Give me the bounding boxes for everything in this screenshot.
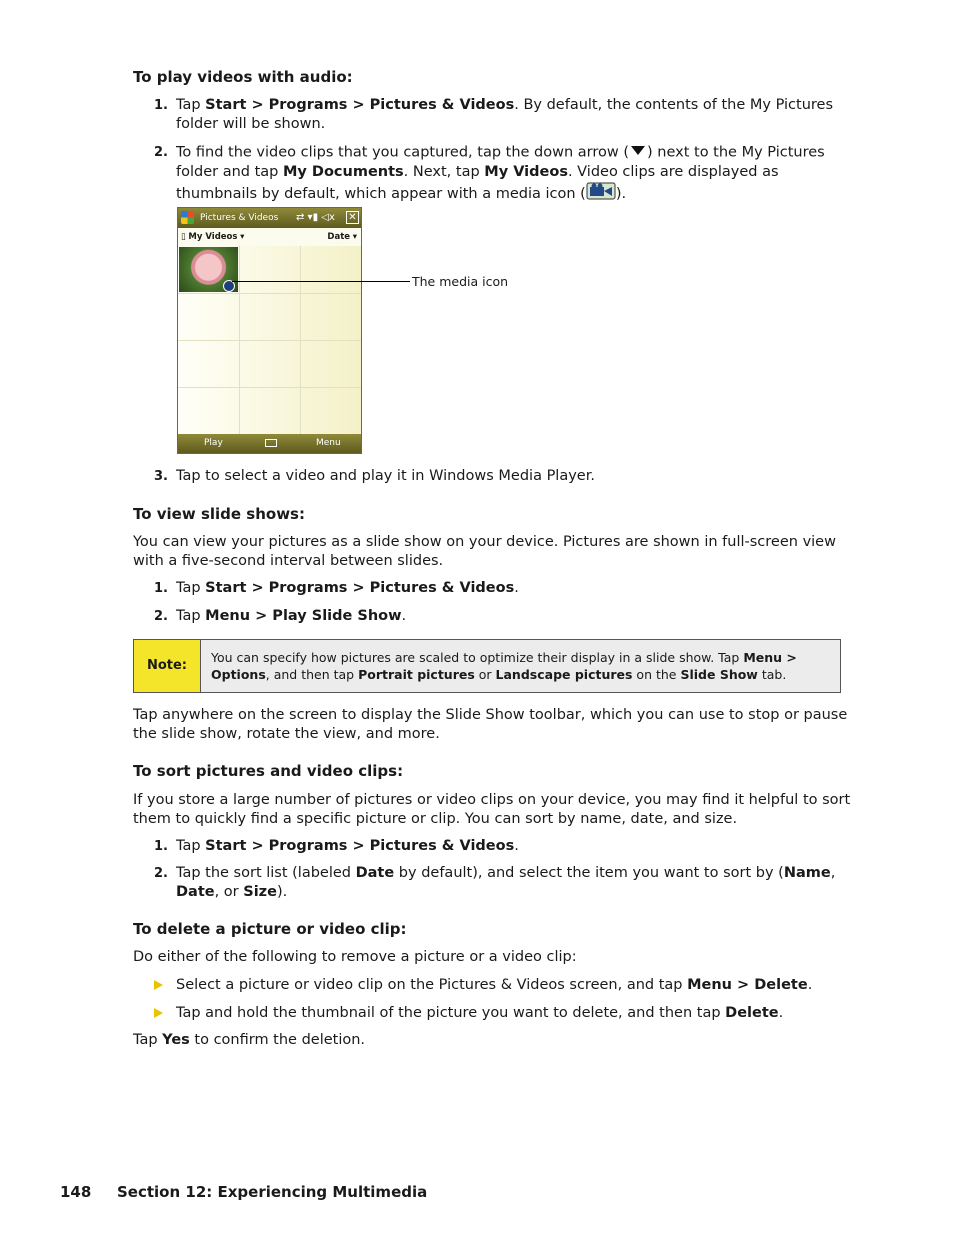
step-number: 1.	[154, 581, 168, 596]
note-box	[133, 639, 841, 693]
bullet-text: Tap and hold the thumbnail of the picture you want to delete, and then tap Delete.	[176, 1005, 784, 1021]
page-number: 148	[60, 1183, 92, 1201]
bullet-arrow-icon	[154, 980, 163, 990]
step-number: 3.	[154, 469, 168, 484]
sort-intro: If you store a large number of pictures or video clips on your device, you may find it helpful to sort them to quickly find a specific picture or clip. You can sort by name, date, and size.	[133, 792, 851, 827]
play-softkey: Play	[204, 438, 223, 448]
note-text: You can specify how pictures are scaled to optimize their display in a slide show. Tap Menu > Options, and then tap Portrait pictures or Landscape pictures on the Slide Show tab.	[211, 650, 797, 682]
note-label: Note:	[134, 640, 201, 692]
step-text: Tap the sort list (labeled Date by default), and select the item you want to sort by (Name, Date, or Size).	[176, 865, 836, 900]
menu-softkey: Menu	[316, 438, 341, 448]
heading-delete: To delete a picture or video clip:	[133, 920, 407, 938]
folder-dropdown: ▯ My Videos ▾	[181, 232, 245, 242]
heading-slide-shows: To view slide shows:	[133, 505, 305, 523]
device-screenshot	[177, 207, 362, 454]
callout-label: The media icon	[412, 274, 509, 289]
keyboard-icon	[265, 439, 277, 447]
softkey-bar	[178, 434, 361, 453]
bullet-arrow-icon	[154, 1008, 163, 1018]
sort-dropdown: Date ▾	[327, 232, 357, 242]
step-text: Tap Menu > Play Slide Show.	[176, 608, 407, 624]
folder-icon: ▯	[181, 232, 189, 242]
step-text: Tap to select a video and play it in Windows Media Player.	[176, 468, 595, 484]
step-text: Tap Start > Programs > Pictures & Videos.	[176, 580, 519, 596]
heading-sort: To sort pictures and video clips:	[133, 762, 404, 780]
folder-bar	[178, 228, 361, 247]
delete-intro: Do either of the following to remove a picture or a video clip:	[133, 949, 577, 965]
thumbnail-grid	[178, 246, 361, 435]
device-title: Pictures & Videos	[200, 213, 279, 223]
down-arrow-icon	[629, 143, 647, 162]
media-icon	[586, 182, 616, 206]
step-text: Tap Start > Programs > Pictures & Videos. By default, the contents of the My Pictures folder will be shown.	[176, 97, 834, 132]
section-title: Section 12: Experiencing Multimedia	[117, 1183, 428, 1201]
slide-show-intro: You can view your pictures as a slide show on your device. Pictures are shown in full-screen view with a five-second interval between slides.	[133, 534, 836, 569]
device-title-bar	[178, 208, 361, 228]
bullet-text: Select a picture or video clip on the Pictures & Videos screen, and tap Menu > Delete.	[176, 977, 813, 993]
step-number: 1.	[154, 839, 168, 854]
step-number: 1.	[154, 98, 168, 113]
heading-play-videos: To play videos with audio:	[133, 68, 353, 86]
callout-line	[232, 281, 410, 282]
slide-show-outro: Tap anywhere on the screen to display the Slide Show toolbar, which you can use to stop or pause the slide show, rotate the view, and more.	[133, 707, 848, 742]
delete-outro: Tap Yes to confirm the deletion.	[133, 1032, 366, 1048]
windows-start-icon	[181, 211, 194, 224]
step-number: 2.	[154, 866, 168, 881]
step-text: Tap Start > Programs > Pictures & Videos.	[176, 838, 519, 854]
status-icons: ⇄ ▾▮ ◁x	[296, 212, 335, 223]
step-number: 2.	[154, 145, 168, 160]
step-number: 2.	[154, 609, 168, 624]
close-icon: ✕	[346, 211, 359, 224]
video-thumbnail	[179, 247, 238, 292]
step-text: To find the video clips that you captured, tap the down arrow ( ) next to the My Pictures folder and tap My Documents. Next, tap My Videos. Video clips are displayed as thumbnails by default, which appear with a media icon ( ).	[176, 143, 858, 206]
